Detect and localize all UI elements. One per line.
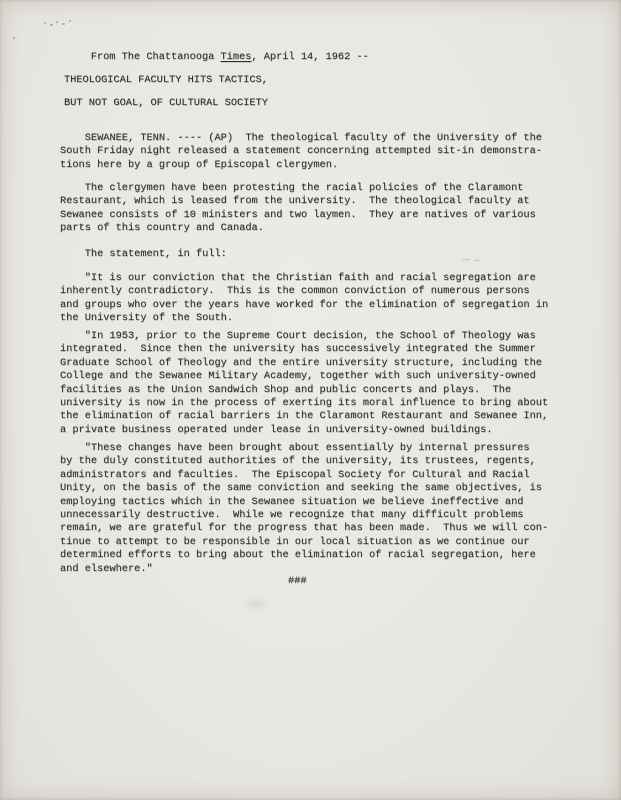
text-line: Sewanee consists of 10 ministers and two laymen. They are natives of various — [60, 208, 536, 221]
pencil-speck — [62, 23, 65, 25]
text-line: the elimination of racial barriers in the Claramont Restaurant and Sewanee Inn, — [60, 410, 549, 423]
text-line: College and the Sewanee Military Academy, together with such university-owned — [60, 370, 536, 383]
paragraph-conviction — [60, 272, 548, 326]
headline-line-2: BUT NOT GOAL, OF CULTURAL SOCIETY — [64, 97, 268, 109]
text-line: unnecessarily destructive. While we recognize that many difficult problems — [60, 509, 524, 522]
text-line: the University of the South. — [60, 312, 234, 325]
text-line: determined efforts to bring about the elimination of racial segregation, here — [60, 549, 536, 562]
text-line: administrators and faculties. The Episcopal Society for Cultural and Racial — [60, 468, 530, 481]
end-mark: ### — [288, 575, 307, 587]
text-line: inherently contradictory. This is the common conviction of numerous persons — [60, 285, 530, 298]
text-line: facilities as the Union Sandwich Shop and public concerts and plays. The — [60, 383, 512, 396]
smudge — [248, 600, 264, 608]
pencil-speck — [50, 24, 53, 26]
text-line: university is now in the process of exerting its moral influence to bring about — [60, 397, 549, 410]
source-line — [66, 38, 369, 78]
text-line: "In 1953, prior to the Supreme Court decision, the School of Theology was — [60, 330, 536, 342]
text-line: "These changes have been brought about essentially by internal pressures — [60, 442, 530, 454]
text-line: parts of this country and Canada. — [60, 222, 264, 235]
text-line: and groups who over the years have worked for the elimination of segregation in — [60, 298, 549, 311]
text-line: tinue to attempt to be responsible in our local situation as we continue our — [60, 535, 530, 548]
text-line: a private business operated under lease in university-owned buildings. — [60, 423, 493, 436]
paragraph-dateline — [60, 132, 542, 172]
text-line: employing tactics which in the Sewanee situation we believe ineffective and — [60, 495, 524, 508]
source-publication-title: Times — [220, 51, 252, 64]
pencil-speck — [13, 37, 15, 39]
text-line: Restaurant, which is leased from the university. The theological faculty at — [60, 195, 530, 208]
headline-line-1: THEOLOGICAL FACULTY HITS TACTICS, — [64, 74, 268, 86]
text-line: South Friday night released a statement concerning attempted sit-in demonstra- — [60, 145, 542, 158]
pencil-speck — [56, 21, 58, 23]
text-line: The clergymen have been protesting the racial policies of the Claramont — [60, 182, 524, 194]
text-line: SEWANEE, TENN. ---- (AP) The theological faculty of the University of the — [60, 132, 542, 144]
text-line: "It is our conviction that the Christian faith and racial segregation are — [60, 272, 536, 284]
source-suffix: , April 14, 1962 -- — [251, 51, 369, 64]
paragraph-statement-intro — [60, 248, 227, 261]
text-line: remain, we are grateful for the progress that has been made. Thus we will con- — [60, 522, 549, 535]
text-line: and elsewhere." — [60, 562, 153, 575]
text-line: tions here by a group of Episcopal clergymen. — [60, 158, 339, 171]
text-line: Unity, on the basis of the same conviction and seeking the same objectives, is — [60, 482, 542, 495]
text-line: The statement, in full: — [60, 248, 227, 260]
paragraph-integration-history — [60, 330, 548, 437]
pencil-speck — [69, 20, 71, 22]
paragraph-tactics-critique — [60, 442, 548, 576]
paragraph-clergymen — [60, 182, 536, 236]
source-prefix: From The Chattanooga — [90, 51, 221, 64]
text-line: integrated. Since then the university has successively integrated the Summer — [60, 343, 536, 356]
pencil-mark — [462, 259, 470, 260]
text-line: by the duly constituted authorities of the university, its trustees, regents, — [60, 455, 536, 468]
text-line: Graduate School of Theology and the entire university structure, including the — [60, 356, 542, 369]
pencil-speck — [44, 22, 46, 24]
pencil-mark — [474, 260, 480, 261]
